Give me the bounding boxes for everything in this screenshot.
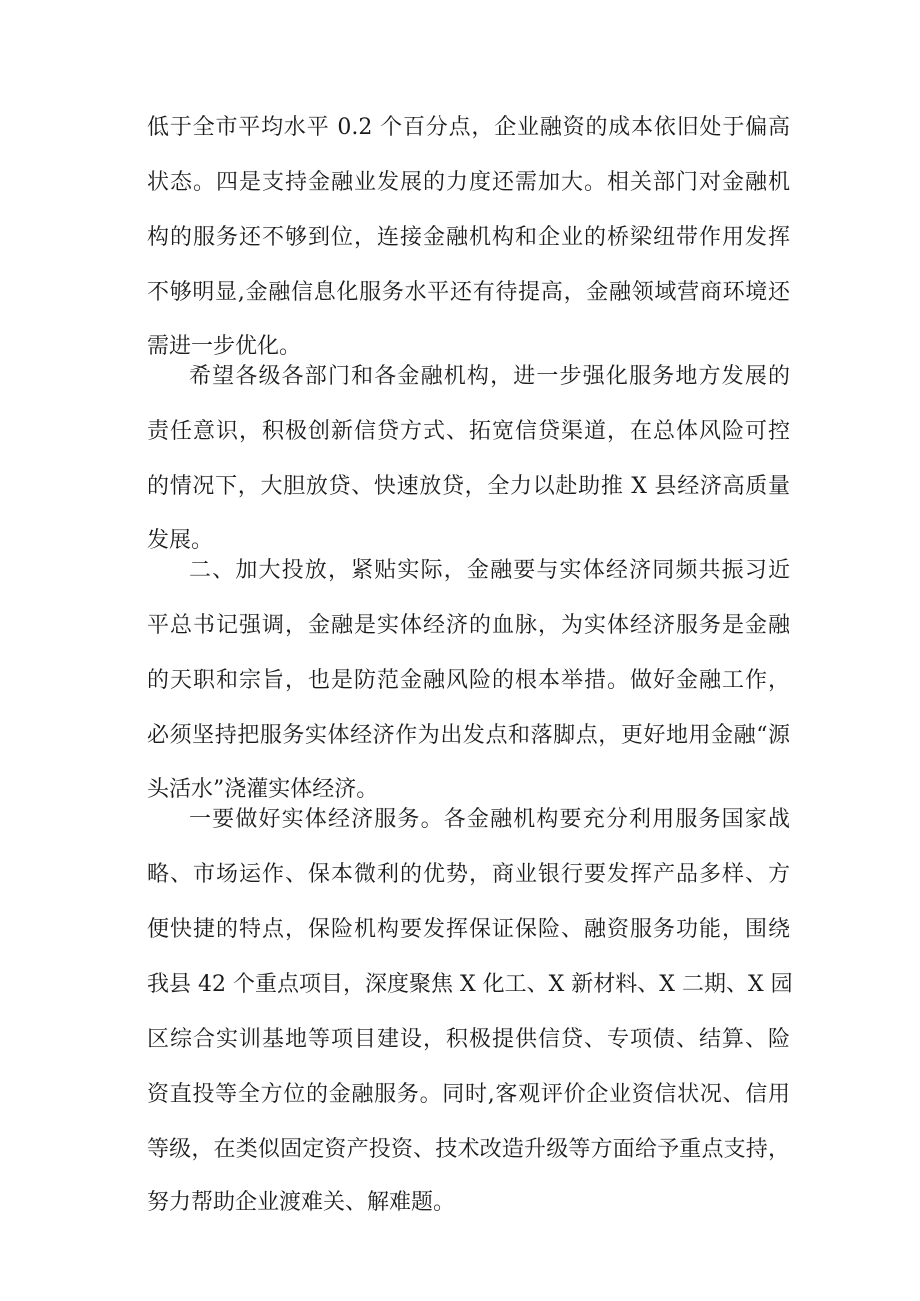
paragraph-3-line-5: 头活水”浇灌实体经济。 xyxy=(147,777,379,802)
paragraph-3-line-3: 的天职和宗旨，也是防范金融风险的根本举措。做好金融工作， xyxy=(147,668,790,693)
paragraph-4-line-6: 资直投等全方位的金融服务。同时,客观评价企业资信状况、信用 xyxy=(147,1082,790,1107)
paragraph-2-line-3: 的情况下，大胆放贷、快速放贷，全力以赴助推 X 县经济高质量 xyxy=(147,474,790,499)
paragraph-3-line-4: 必须坚持把服务实体经济作为出发点和落脚点，更好地用金融“源 xyxy=(147,723,790,748)
paragraph-1-line-1: 低于全市平均水平 0.2 个百分点，企业融资的成本依旧处于偏高 xyxy=(147,115,790,140)
paragraph-1-line-4: 不够明显,金融信息化服务水平还有待提高，金融领域营商环境还 xyxy=(147,280,790,305)
paragraph-3-line-1: 二、加大投放，紧贴实际，金融要与实体经济同频共振习近 xyxy=(189,558,790,583)
paragraph-2-line-4: 发展。 xyxy=(147,528,214,553)
paragraph-4-line-1: 一要做好实体经济服务。各金融机构要充分利用服务国家战 xyxy=(189,807,790,832)
paragraph-4-line-4: 我县 42 个重点项目，深度聚焦 X 化工、X 新材料、X 二期、X 园 xyxy=(147,972,793,997)
paragraph-1-line-3: 构的服务还不够到位，连接金融机构和企业的桥梁纽带作用发挥 xyxy=(147,225,790,250)
paragraph-3-line-2: 平总书记强调，金融是实体经济的血脉，为实体经济服务是金融 xyxy=(147,613,790,638)
paragraph-4-line-2: 略、市场运作、保本微利的优势，商业银行要发挥产品多样、方 xyxy=(147,862,790,887)
paragraph-4-line-8: 努力帮助企业渡难关、解难题。 xyxy=(147,1190,456,1215)
paragraph-1-line-5: 需进一步优化。 xyxy=(147,334,302,359)
paragraph-2-line-2: 责任意识，积极创新信贷方式、拓宽信贷渠道，在总体风险可控 xyxy=(147,419,790,444)
paragraph-2-line-1: 希望各级各部门和各金融机构，进一步强化服务地方发展的 xyxy=(189,364,790,389)
paragraph-4-line-3: 便快捷的特点，保险机构要发挥保证保险、融资服务功能，围绕 xyxy=(147,917,790,942)
paragraph-1-line-2: 状态。四是支持金融业发展的力度还需加大。相关部门对金融机 xyxy=(147,170,790,195)
paragraph-4-line-7: 等级，在类似固定资产投资、技术改造升级等方面给予重点支持， xyxy=(147,1137,790,1162)
paragraph-4-line-5: 区综合实训基地等项目建设，积极提供信贷、专项债、结算、险 xyxy=(147,1027,790,1052)
